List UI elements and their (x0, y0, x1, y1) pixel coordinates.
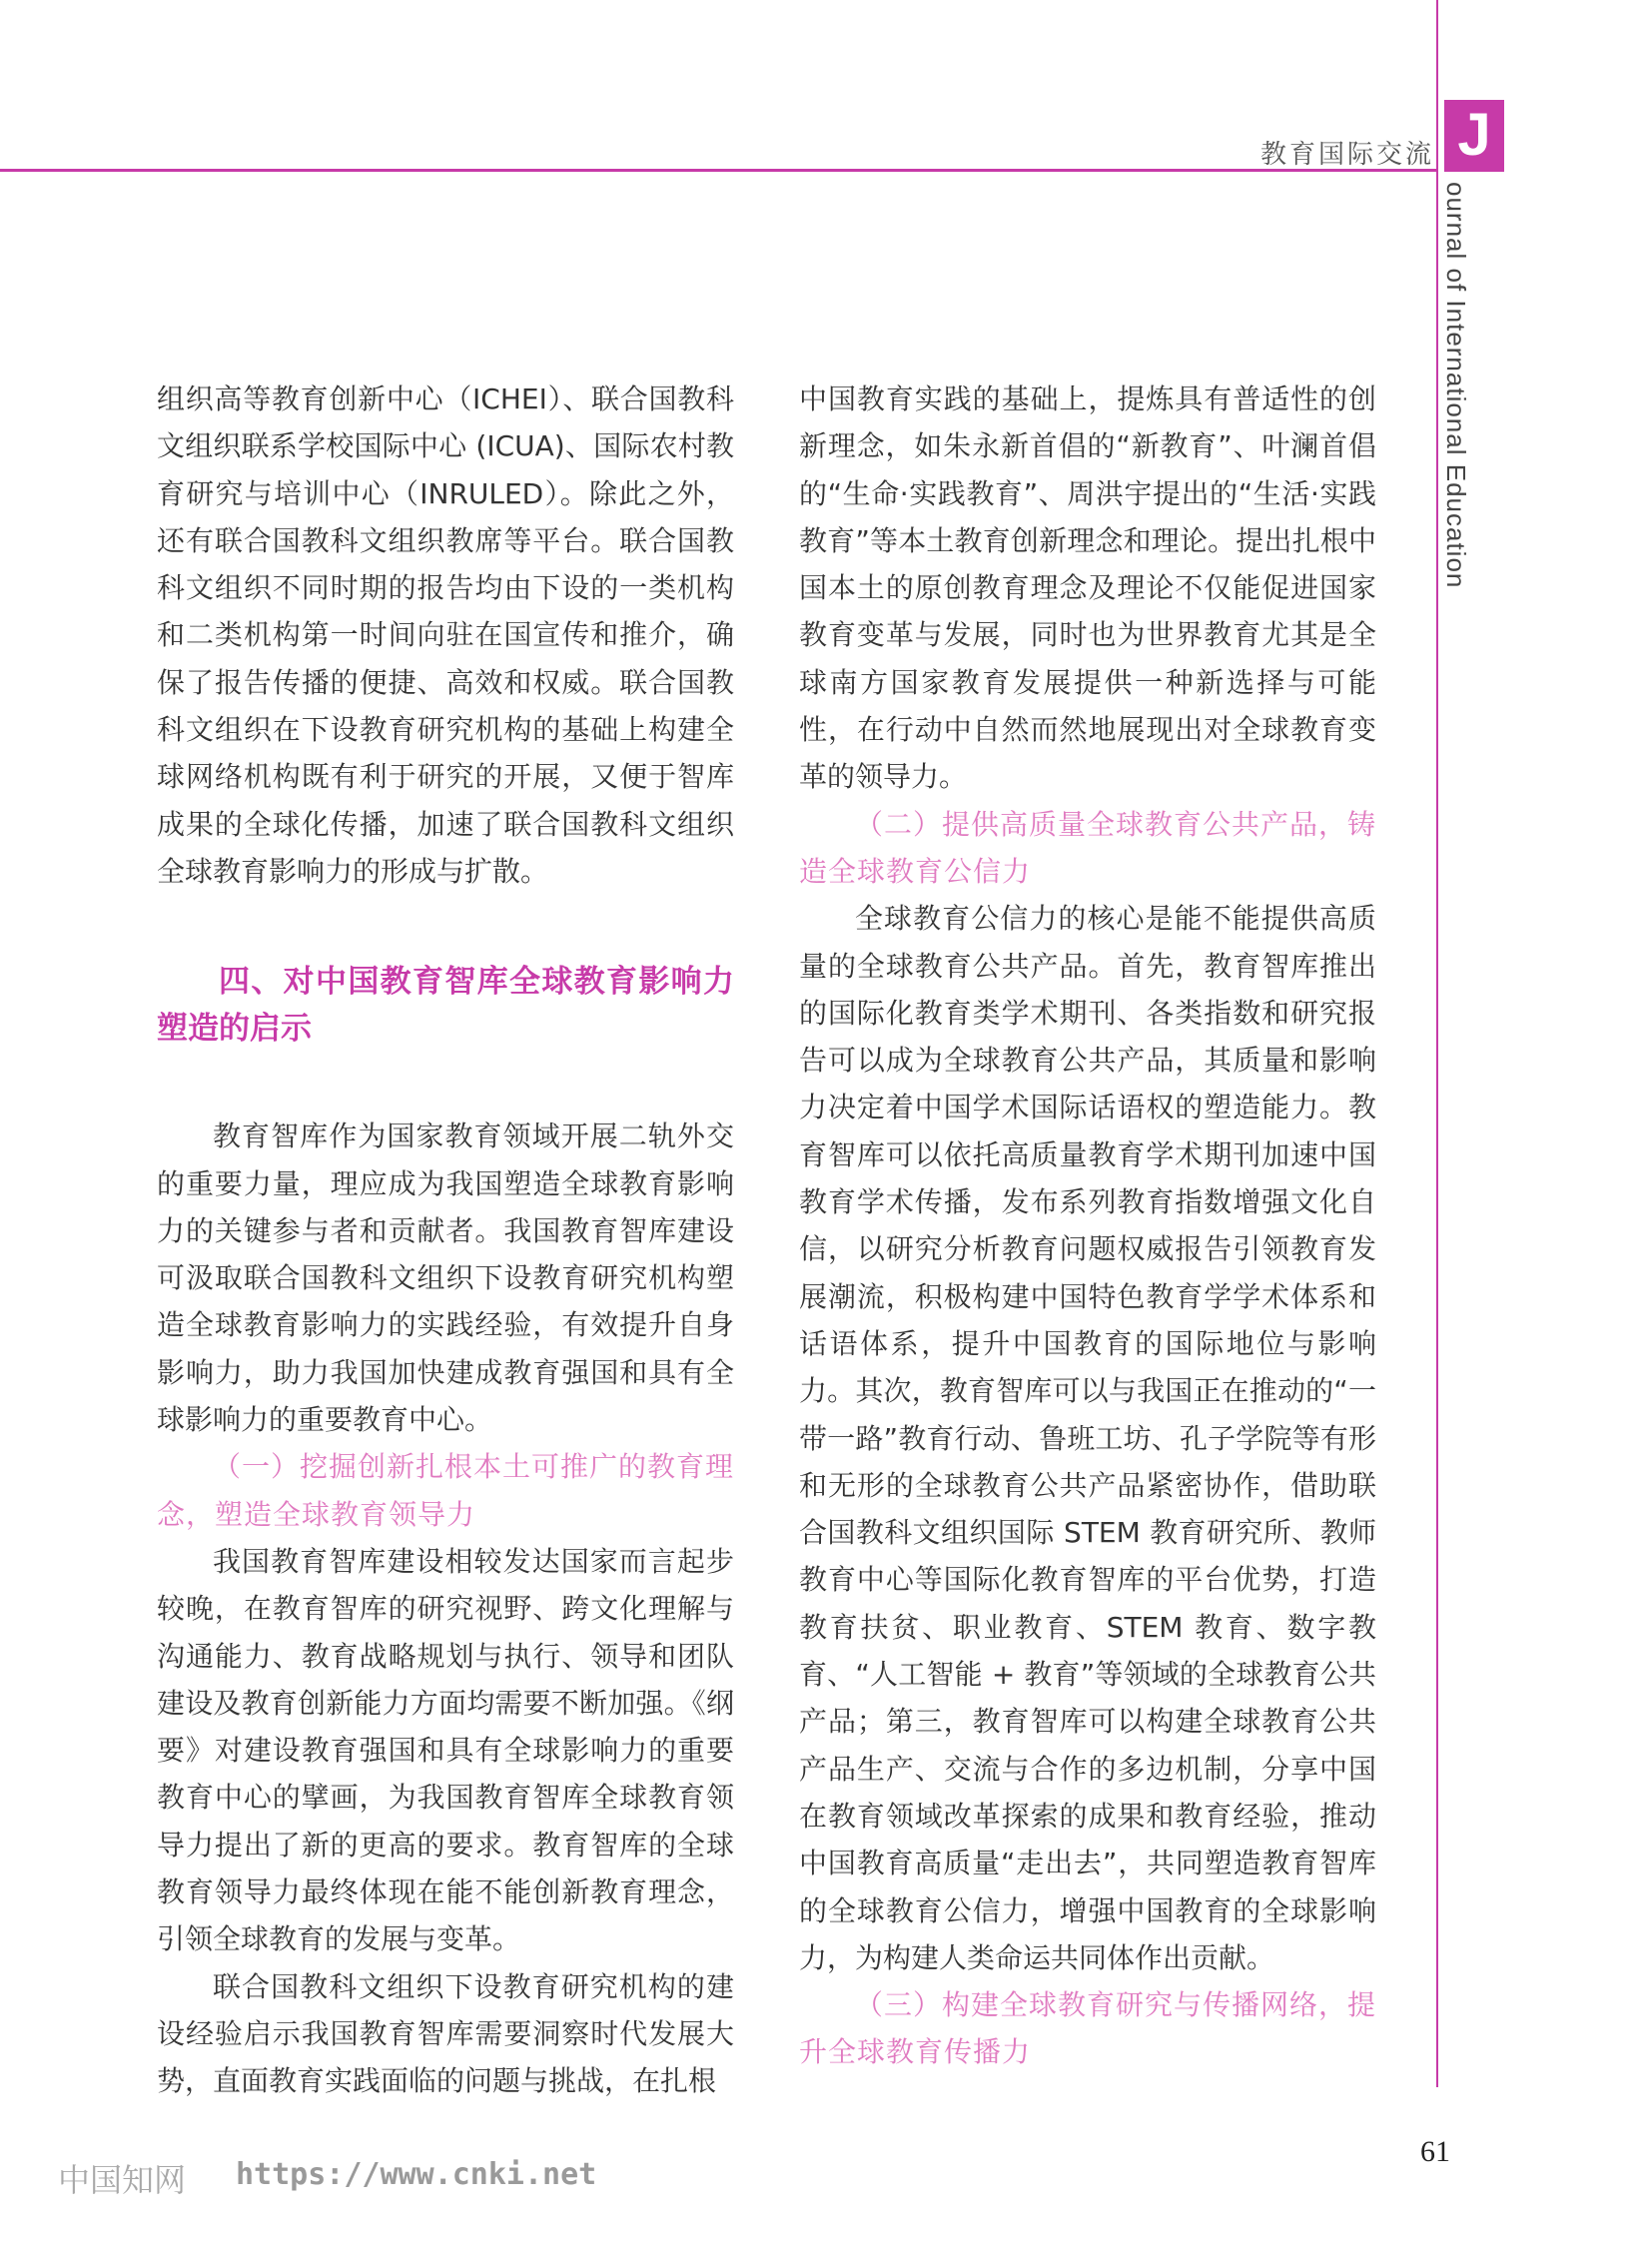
section-heading: 四、对中国教育智库全球教育影响力塑造的启示 (157, 964, 734, 1048)
subsection-heading: （二）提供高质量全球教育公共产品，铸造全球教育公信力 (799, 807, 1377, 888)
paragraph: 组织高等教育创新中心（ICHEI）、联合国教科文组织联系学校国际中心 (ICUA)、国际农村教育研究与培训中心（INRULED）。除此之外，还有联合国教科文组织教席等平台。联合国教科文组织不同时期的报告均由下设的一类机构和二类机构第一时间向驻在国宣传和推介，确保了报告传播的便捷、高效和权威。联合国教科文组织在下设教育研究机构的基础上构建全球网络机构既有利于研究的开展，又便于智库成果的全球化传播，加速了联合国教科文组织全球教育影响力的形成与扩散。 (157, 382, 734, 888)
subsection-heading: （三）构建全球教育研究与传播网络，提升全球教育传播力 (799, 1988, 1377, 2069)
left-column (157, 375, 734, 2105)
journal-logo-j: J (1444, 100, 1504, 172)
header-rule (0, 169, 1438, 172)
paragraph: 中国教育实践的基础上，提炼具有普适性的创新理念，如朱永新首倡的“新教育”、叶澜首倡的“生命·实践教育”、周洪宇提出的“生活·实践教育”等本土教育创新理念和理论。提出扎根中国本土的原创教育理念及理论不仅能促进国家教育变革与发展，同时也为世界教育尤其是全球南方国家教育发展提供一种新选择与可能性，在行动中自然而然地展现出对全球教育变革的领导力。 (799, 382, 1376, 794)
paragraph: 全球教育公信力的核心是能不能提供高质量的全球教育公共产品。首先，教育智库推出的国际化教育类学术期刊、各类指数和研究报告可以成为全球教育公共产品，其质量和影响力决定着中国学术国际话语权的塑造能力。教育智库可以依托高质量教育学术期刊加速中国教育学术传播，发布系列教育指数增强文化自信，以研究分析教育问题权威报告引领教育发展潮流，积极构建中国特色教育学学术体系和话语体系，提升中国教育的国际地位与影响力。其次，教育智库可以与我国正在推动的“一带一路”教育行动、鲁班工坊、孔子学院等有形和无形的全球教育公共产品紧密协作，借助联合国教科文组织国际 STEM 教育研究所、教师教育中心等国际化教育智库的平台优势，打造教育扶贫、职业教育、STEM 教育、数字教育、“人工智能 + 教育”等领域的全球教育公共产品；第三，教育智库可以构建全球教育公共产品生产、交流与合作的多边机制，分享中国在教育领域改革探索的成果和教育经验，推动中国教育高质量“走出去”，共同塑造教育智库的全球教育公信力，增强中国教育的全球影响力，为构建人类命运共同体作出贡献。 (799, 902, 1376, 1974)
journal-title-cn: 教育国际交流 (1260, 140, 1435, 170)
cnki-url[interactable]: https://www.cnki.net (236, 2157, 597, 2192)
paragraph: 联合国教科文组织下设教育研究机构的建设经验启示我国教育智库需要洞察时代发展大势，直面教育实践面临的问题与挑战，在扎根 (157, 1969, 734, 2098)
paragraph: 我国教育智库建设相较发达国家而言起步较晚，在教育智库的研究视野、跨文化理解与沟通能力、教育战略规划与执行、领导和团队建设及教育创新能力方面均需要不断加强。《纲要》对建设教育强国和具有全球影响力的重要教育中心的擘画，为我国教育智库全球教育领导力提出了新的更高的要求。教育智库的全球教育领导力最终体现在能不能创新教育理念，引领全球教育的发展与变革。 (157, 1544, 734, 1956)
right-column (799, 375, 1376, 2076)
page-number: 61 (1420, 2135, 1450, 2168)
margin-rule (1436, 0, 1438, 2087)
paragraph: 教育智库作为国家教育领域开展二轨外交的重要力量，理应成为我国塑造全球教育影响力的关键参与者和贡献者。我国教育智库建设可汲取联合国教科文组织下设教育研究机构塑造全球教育影响力的实践经验，有效提升自身影响力，助力我国加快建成教育强国和具有全球影响力的重要教育中心。 (157, 1120, 734, 1437)
cnki-logo: 中国知网 (58, 2161, 187, 2199)
journal-title-en: ournal of International Education (1441, 182, 1471, 589)
subsection-heading: （一）挖掘创新扎根本土可推广的教育理念，塑造全球教育领导力 (157, 1450, 735, 1531)
